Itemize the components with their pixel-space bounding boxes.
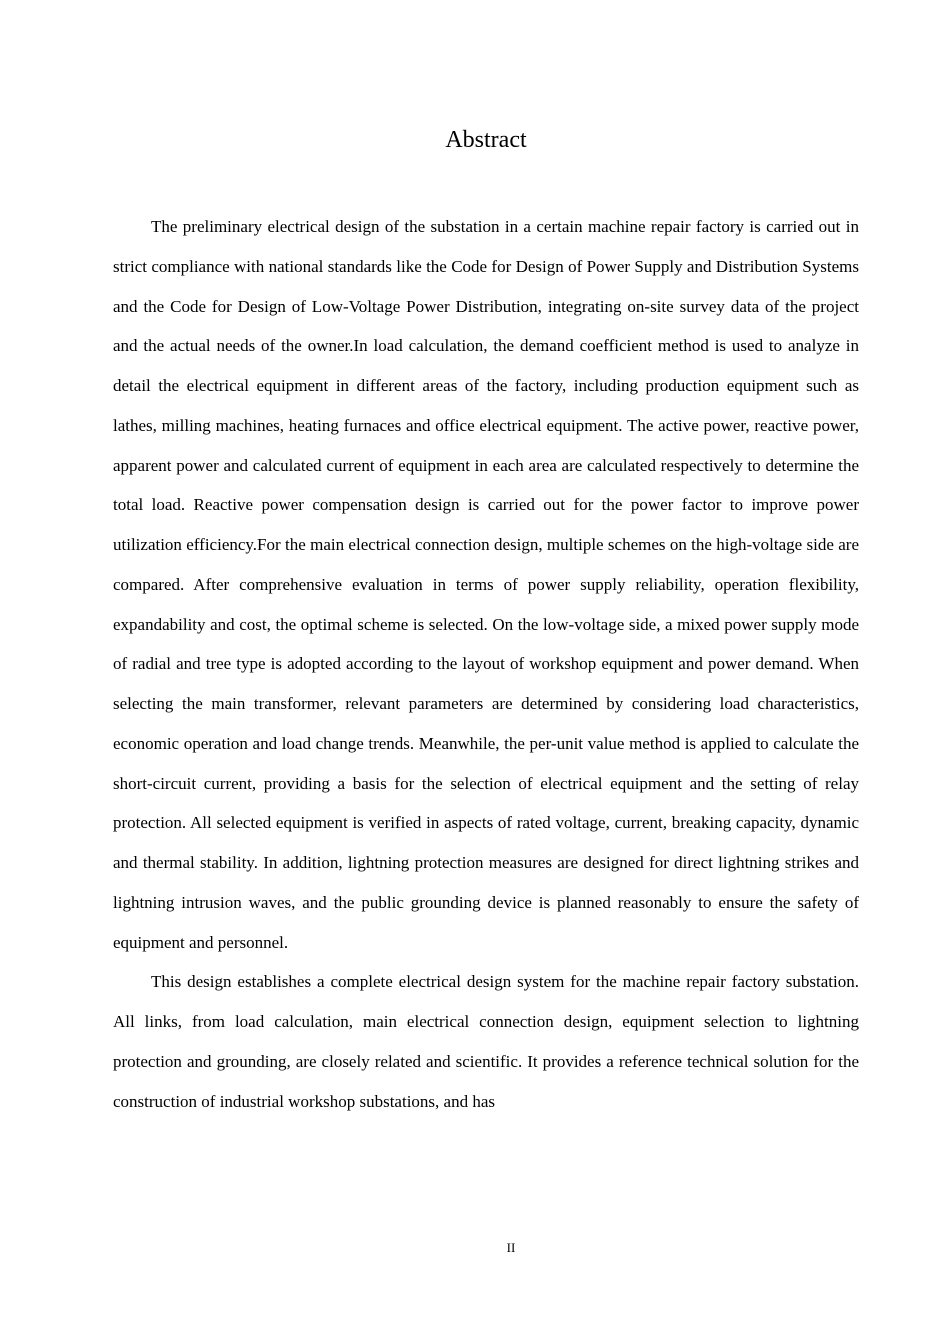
page-number: II — [506, 1240, 516, 1255]
abstract-body — [113, 207, 859, 1121]
abstract-paragraph-1: The preliminary electrical design of the substation in a certain machine repair factory is carried out in strict compliance with national standards like the Code for Design of Power Supply and Distribution Systems and the Code for Design of Low-Voltage Power Distribution, integrating on-site survey data of the project and the actual needs of the owner.In load calculation, the demand coefficient method is used to analyze in detail the electrical equipment in different areas of the factory, including production equipment such as lathes, milling machines, heating furnaces and office electrical equipment. The active power, reactive power, apparent power and calculated current of equipment in each area are calculated respectively to determine the total load. Reactive power compensation design is carried out for the power factor to improve power utilization efficiency.For the main electrical connection design, multiple schemes on the high-voltage side are compared. After comprehensive evaluation in terms of power supply reliability, operation flexibility, expandability and cost, the optimal scheme is selected. On the low-voltage side, a mixed power supply mode of radial and tree type is adopted according to the layout of workshop equipment and power demand. When selecting the main transformer, relevant parameters are determined by considering load characteristics, economic operation and load change trends. Meanwhile, the per-unit value method is applied to calculate the short-circuit current, providing a basis for the selection of electrical equipment and the setting of relay protection. All selected equipment is verified in aspects of rated voltage, current, breaking capacity, dynamic and thermal stability. In addition, lightning protection measures are designed for direct lightning strikes and lightning intrusion waves, and the public grounding device is planned reasonably to ensure the safety of equipment and personnel. — [113, 217, 859, 952]
abstract-title: Abstract — [445, 127, 527, 153]
abstract-paragraph-2: This design establishes a complete electrical design system for the machine repair factory substation. All links, from load calculation, main electrical connection design, equipment selection to lightning protection and grounding, are closely related and scientific. It provides a reference technical solution for the construction of industrial workshop substations, and has — [113, 972, 859, 1111]
